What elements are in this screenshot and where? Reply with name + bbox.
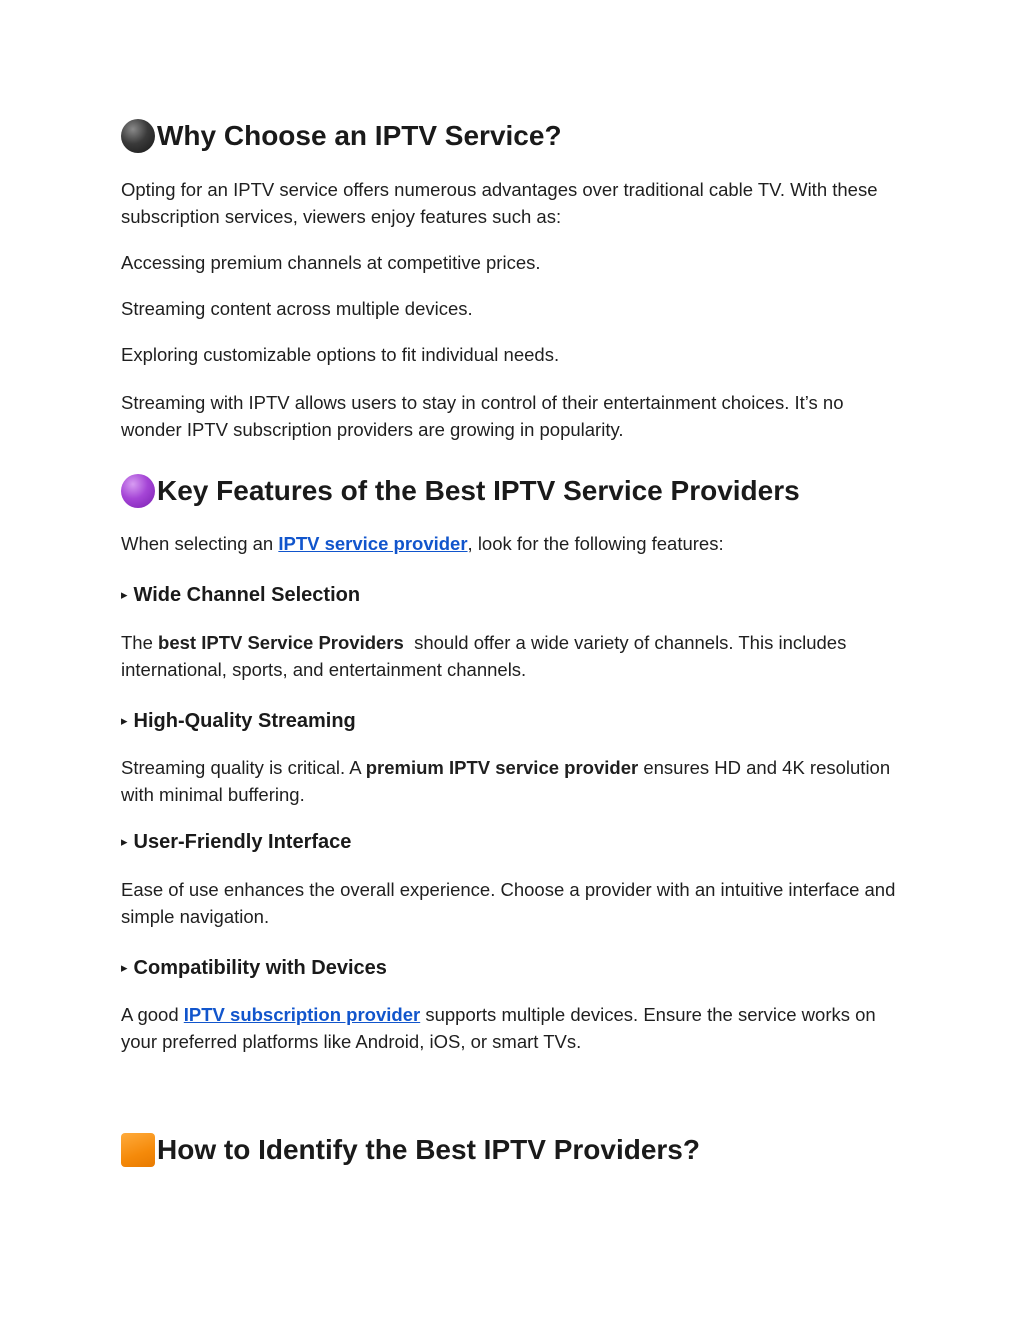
feature-text [121, 1002, 901, 1055]
feature-heading-high-quality [121, 708, 356, 734]
iptv-service-provider-link[interactable]: IPTV service provider [278, 533, 468, 554]
heading-text: Key Features of the Best IPTV Service Providers [157, 475, 800, 506]
feature-title: User-Friendly Interface [133, 831, 352, 853]
feature-text: Ease of use enhances the overall experience. Choose a provider with an intuitive interface and simple navigation. [121, 879, 896, 927]
text: supports multiple devices. Ensure the service works on your preferred platforms like Android, iOS, or smart TVs. [121, 1004, 876, 1052]
feature-heading-compatibility [121, 955, 387, 981]
list-item: Streaming content across multiple devices. [121, 298, 473, 319]
heading-why-choose [121, 119, 562, 153]
features-intro [121, 531, 901, 558]
black-circle-icon [121, 119, 155, 153]
text: , look for the following features: [467, 533, 724, 554]
heading-how-to-identify [121, 1133, 700, 1167]
feature-title: Compatibility with Devices [133, 957, 387, 979]
purple-circle-icon [121, 474, 155, 508]
triangle-bullet-icon: ▸ [121, 713, 128, 728]
triangle-bullet-icon: ▸ [121, 587, 128, 602]
heading-key-features [121, 474, 800, 508]
feature-title: High-Quality Streaming [133, 710, 356, 732]
feature-title: Wide Channel Selection [133, 584, 361, 606]
list-item: Exploring customizable options to fit individual needs. [121, 344, 560, 365]
closing-paragraph: Streaming with IPTV allows users to stay in control of their entertainment choices. It’s no wonder IPTV subscription providers are growing in popularity. [121, 392, 844, 440]
text: A good [121, 1004, 184, 1025]
feature-heading-user-friendly [121, 829, 351, 855]
heading-text: How to Identify the Best IPTV Providers? [157, 1134, 700, 1165]
text: The [121, 632, 159, 653]
bold-text: premium IPTV service provider [365, 757, 639, 778]
text: should offer a wide variety of channels. This includes international, sports, and entertainment channels. [121, 632, 852, 680]
orange-square-icon [121, 1133, 155, 1167]
text: When selecting an [121, 533, 279, 554]
feature-text [121, 630, 901, 683]
feature-heading-wide-channel [121, 582, 360, 608]
triangle-bullet-icon: ▸ [121, 960, 128, 975]
triangle-bullet-icon: ▸ [121, 834, 128, 849]
heading-text: Why Choose an IPTV Service? [157, 120, 562, 151]
intro-paragraph: Opting for an IPTV service offers numerous advantages over traditional cable TV. With these subscription services, viewers enjoy features such as: [121, 179, 878, 227]
list-item: Accessing premium channels at competitive prices. [121, 252, 541, 273]
feature-text [121, 755, 901, 808]
iptv-subscription-provider-link[interactable]: IPTV subscription provider [183, 1004, 421, 1025]
bold-text: best IPTV Service Providers [158, 632, 404, 653]
text: ensures HD and 4K resolution with minimal buffering. [121, 757, 891, 805]
text: Streaming quality is critical. A [121, 757, 366, 778]
